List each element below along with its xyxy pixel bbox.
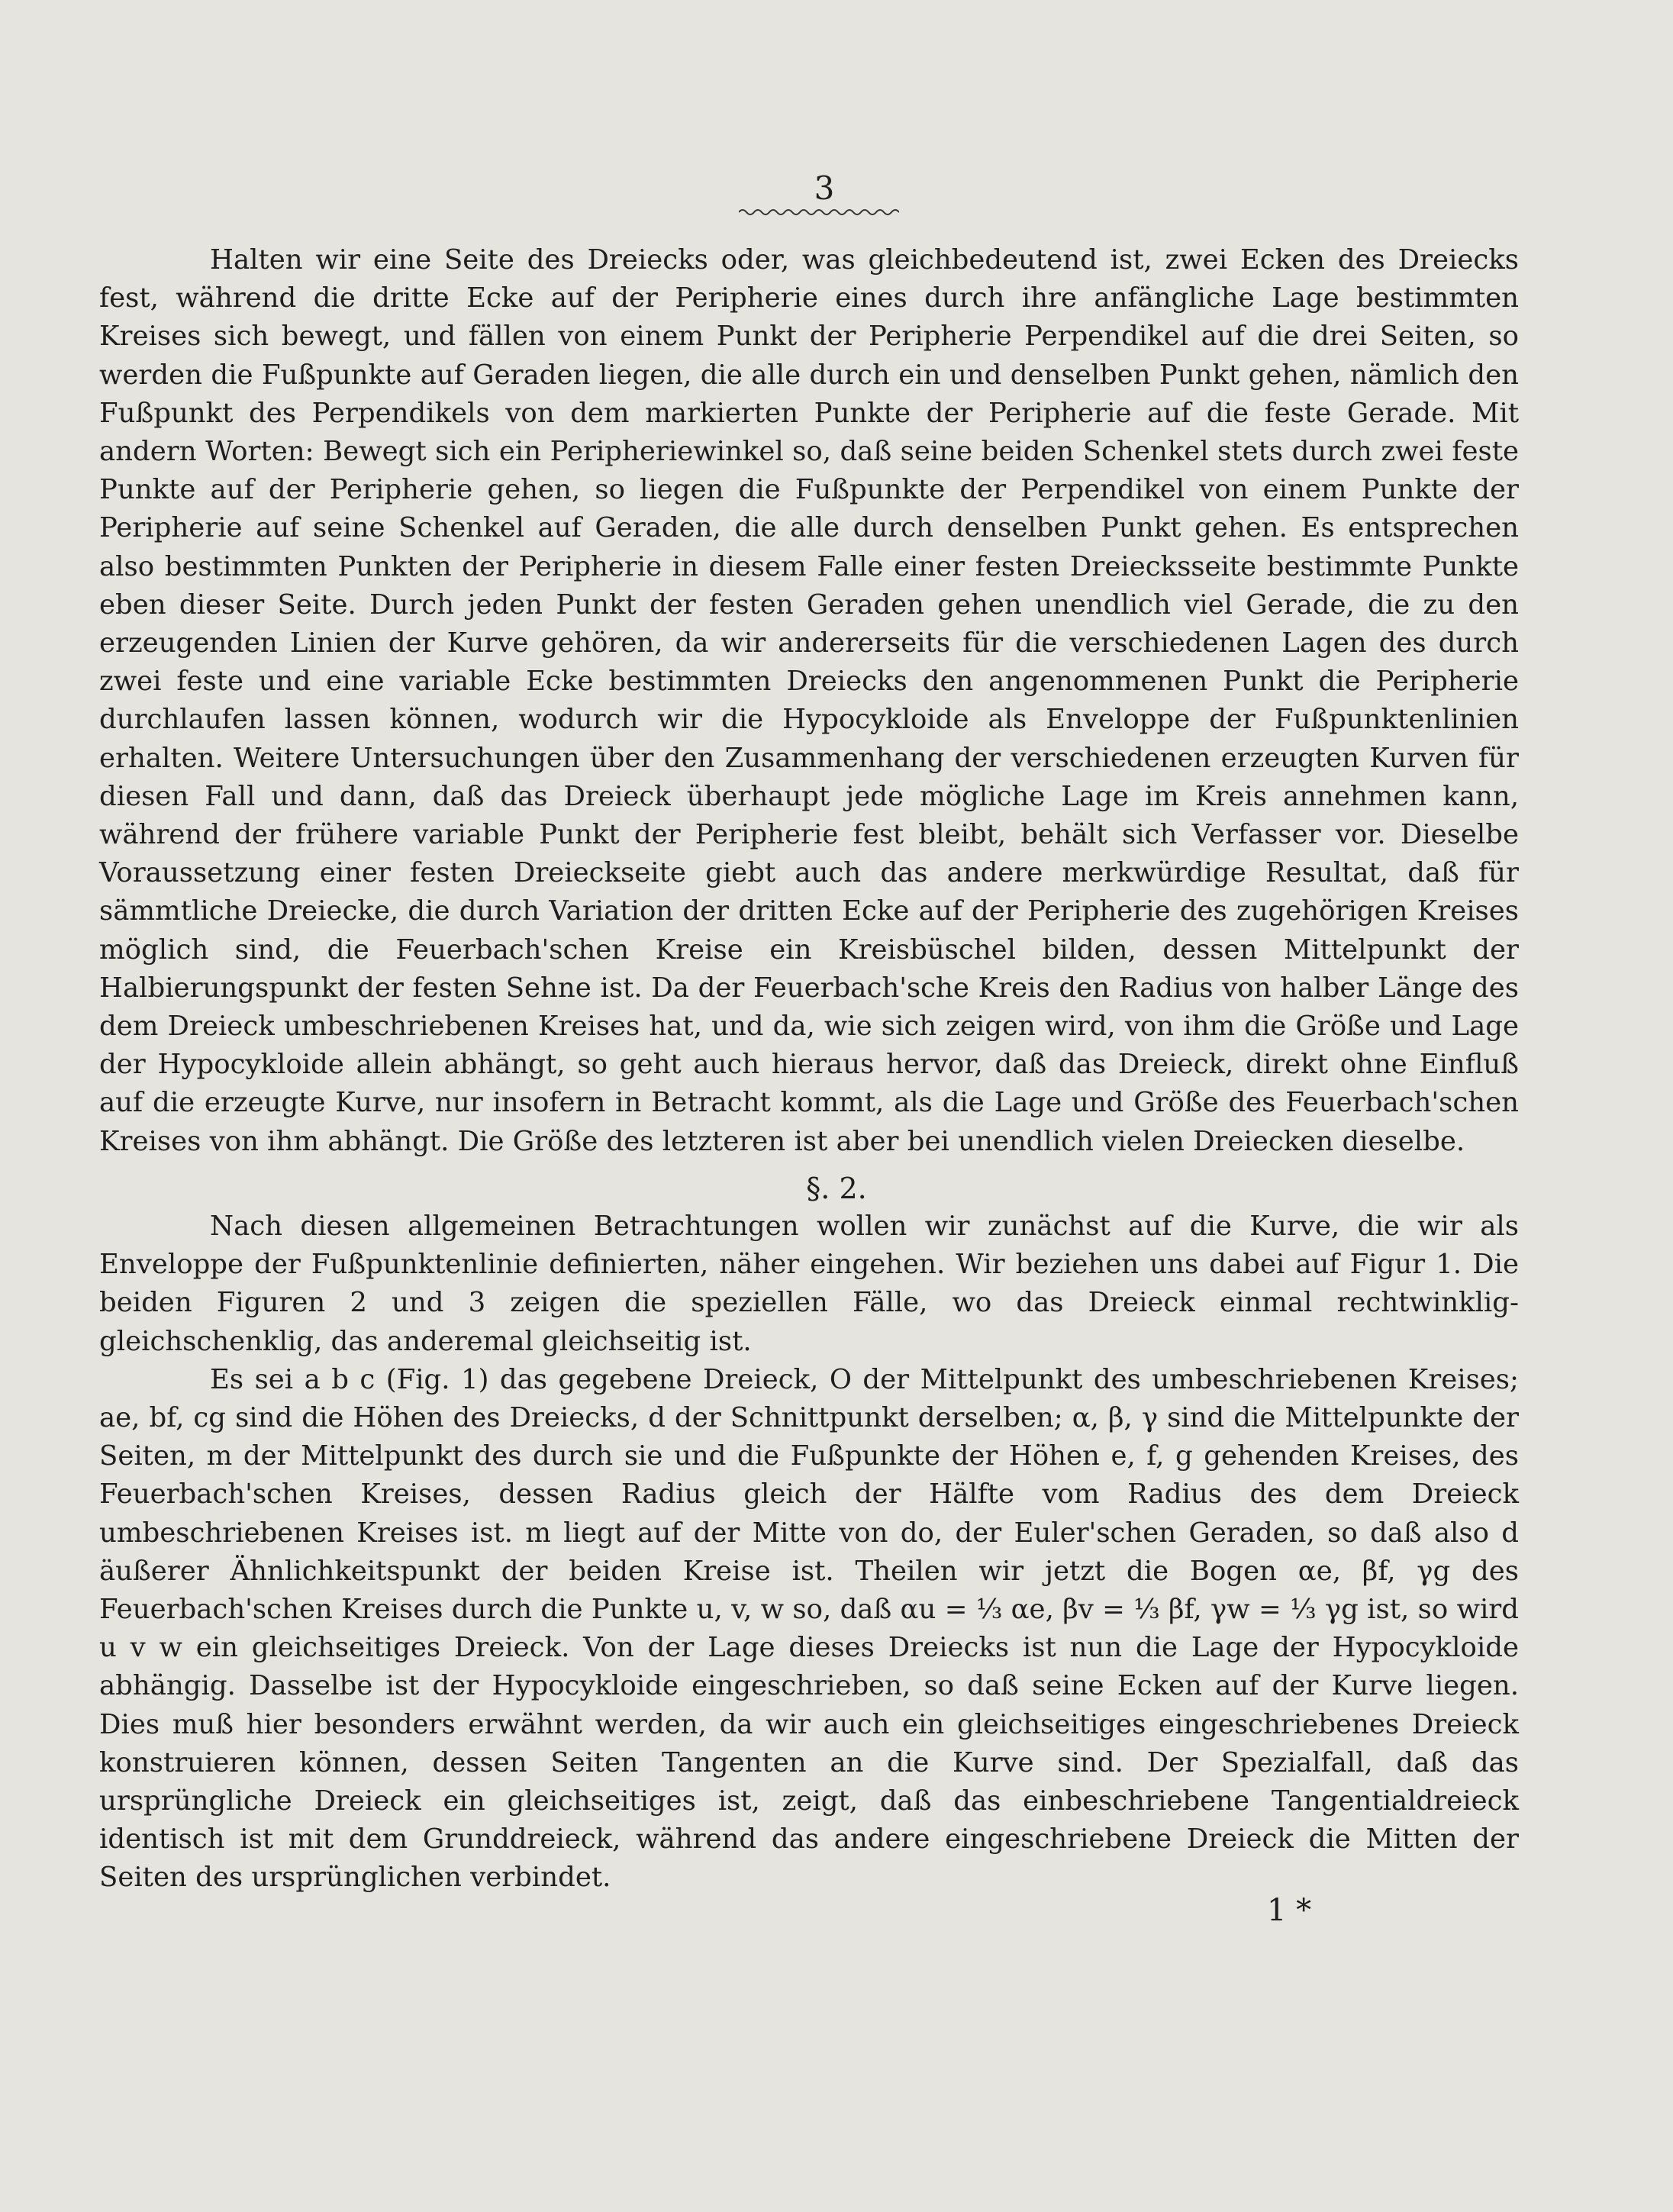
text-block-intro <box>99 241 1519 1161</box>
decorative-rule <box>739 205 899 220</box>
paragraph: Halten wir eine Seite des Dreiecks oder, was gleichbedeutend ist, zwei Ecken des Dreiecks fest, während die dritte Ecke auf der Peripherie eines durch ihre anfängliche Lage bestimmten Kreises sich bewegt, und fällen von einem Punkt der Peripherie Perpendikel auf die drei Seiten, so werden die Fußpunkte auf Geraden liegen, die alle durch ein und denselben Punkt gehen, nämlich den Fußpunkt des Perpendikels von dem markierten Punkte der Peripherie auf die feste Gerade. Mit andern Worten: Bewegt sich ein Peripheriewinkel so, daß seine beiden Schenkel stets durch zwei feste Punkte auf der Peripherie gehen, so liegen die Fußpunkte der Perpendikel von einem Punkte der Peripherie auf seine Schenkel auf Geraden, die alle durch denselben Punkt gehen. Es entsprechen also bestimmten Punkten der Peripherie in diesem Falle einer festen Dreiecksseite bestimmte Punkte eben dieser Seite. Durch jeden Punkt der festen Geraden gehen unendlich viel Gerade, die zu den erzeugenden Linien der Kurve gehören, da wir andererseits für die verschiedenen Lagen des durch zwei feste und eine variable Ecke bestimmten Dreiecks den angenommenen Punkt die Peripherie durchlaufen lassen können, wodurch wir die Hypocykloide als Enveloppe der Fußpunktenlinien erhalten. Weitere Untersuchungen über den Zusammenhang der verschiedenen erzeugten Kurven für diesen Fall und dann, daß das Dreieck überhaupt jede mögliche Lage im Kreis annehmen kann, während der frühere variable Punkt der Peripherie fest bleibt, behält sich Verfasser vor. Dieselbe Voraussetzung einer festen Dreieckseite giebt auch das andere merkwürdige Resultat, daß für sämmtliche Dreiecke, die durch Variation der dritten Ecke auf der Peripherie des zugehörigen Kreises möglich sind, die Feuerbach'schen Kreise ein Kreisbüschel bilden, dessen Mittelpunkt der Halbierungspunkt der festen Sehne ist. Da der Feuerbach'sche Kreis den Radius von halber Länge des dem Dreieck umbeschriebenen Kreises hat, und da, wie sich zeigen wird, von ihm die Größe und Lage der Hypocykloide allein abhängt, so geht auch hieraus hervor, daß das Dreieck, direkt ohne Einfluß auf die erzeugte Kurve, nur insofern in Betracht kommt, als die Lage und Größe des Feuerbach'schen Kreises von ihm abhängt. Die Größe des letzteren ist aber bei unendlich vielen Dreiecken dieselbe. <box>99 244 1519 1157</box>
section-heading: §. 2. <box>806 1172 867 1205</box>
page-number: 3 <box>814 169 835 207</box>
signature-mark: 1 * <box>1267 1893 1312 1928</box>
paragraph: Es sei a b c (Fig. 1) das gegebene Dreieck, O der Mittelpunkt des umbeschriebenen Kreises; ae, bf, cg sind die Höhen des Dreiecks, d der Schnittpunkt derselben; α, β, γ sind die Mittelpunkte der Seiten, m der Mittelpunkt des durch sie und die Fußpunkte der Höhen e, f, g gehenden Kreises, des Feuerbach'schen Kreises, dessen Radius gleich der Hälfte vom Radius des dem Dreieck umbeschriebenen Kreises ist. m liegt auf der Mitte von do, der Euler'schen Geraden, so daß also d äußerer Ähnlichkeitspunkt der beiden Kreise ist. Theilen wir jetzt die Bogen αe, βf, γg des Feuerbach'schen Kreises durch die Punkte u, v, w so, daß αu = ⅓ αe, βv = ⅓ βf, γw = ⅓ γg ist, so wird u v w ein gleichseitiges Dreieck. Von der Lage dieses Dreiecks ist nun die Lage der Hypocykloide abhängig. Dasselbe ist der Hypocykloide eingeschrieben, so daß seine Ecken auf der Kurve liegen. Dies muß hier besonders erwähnt werden, da wir auch ein gleichseitiges eingeschriebenes Dreieck konstruieren können, dessen Seiten Tangenten an die Kurve sind. Der Spezialfall, daß das ursprüngliche Dreieck ein gleichseitiges ist, zeigt, daß das einbeschriebene Tangentialdreieck identisch ist mit dem Grunddreieck, während das andere eingeschriebene Dreieck die Mitten der Seiten des ursprünglichen verbindet. <box>99 1363 1519 1894</box>
text-block-section-2 <box>99 1208 1519 1898</box>
paragraph: Nach diesen allgemeinen Betrachtungen wollen wir zunächst auf die Kurve, die wir als Enveloppe der Fußpunktenlinie definierten, näher eingehen. Wir beziehen uns dabei auf Figur 1. Die beiden Figuren 2 und 3 zeigen die speziellen Fälle, wo das Dreieck einmal rechtwinklig-gleichschenklig, das anderemal gleichseitig ist. <box>99 1211 1519 1357</box>
